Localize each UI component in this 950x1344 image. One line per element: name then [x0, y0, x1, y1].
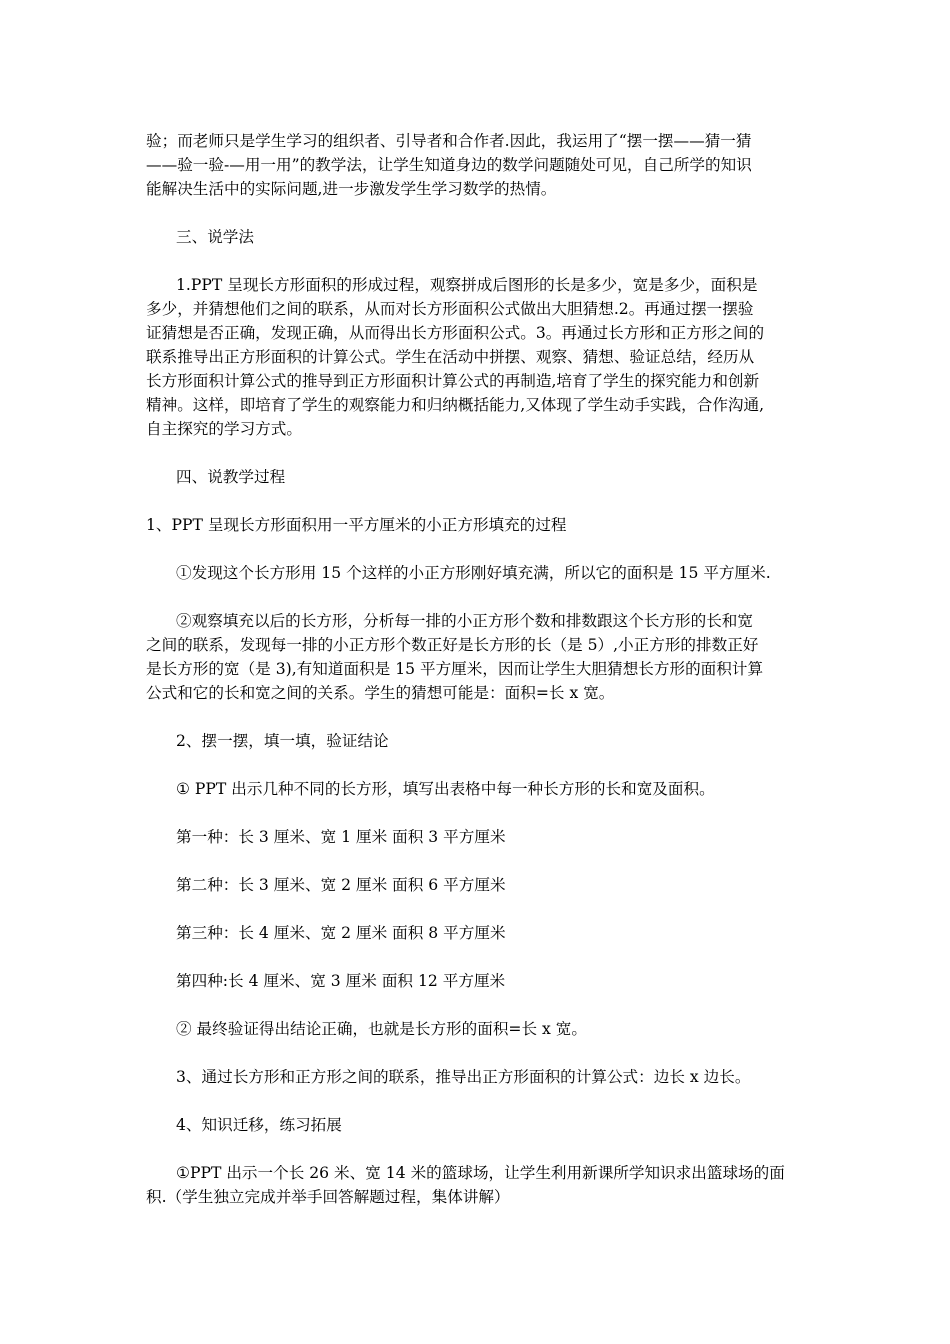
list-item: ① PPT 出示几种不同的长方形，填写出表格中每一种长方形的长和宽及面积。	[176, 780, 715, 798]
paragraph-line: 证猜想是否正确，发现正确，从而得出长方形面积公式。3。再通过长方形和正方形之间的	[146, 324, 765, 342]
rectangle-kind: 第四种:长 4 厘米、宽 3 厘米 面积 12 平方厘米	[176, 972, 506, 990]
step-title: 3、通过长方形和正方形之间的联系，推导出正方形面积的计算公式：边长 x 边长。	[176, 1068, 751, 1086]
paragraph-line: 积.（学生独立完成并举手回答解题过程，集体讲解）	[146, 1188, 510, 1206]
paragraph-line: 多少，并猜想他们之间的联系，从而对长方形面积公式做出大胆猜想.2。再通过摆一摆验	[146, 300, 754, 318]
paragraph-line: 联系推导出正方形面积的计算公式。学生在活动中拼摆、观察、猜想、验证总结，经历从	[146, 348, 755, 366]
step-title: 4、知识迁移，练习拓展	[176, 1116, 342, 1134]
paragraph-line: 自主探究的学习方式。	[146, 420, 302, 438]
paragraph-line: ①PPT 出示一个长 26 米、宽 14 米的篮球场，让学生利用新课所学知识求出篮球场的面	[176, 1164, 785, 1182]
rectangle-kind: 第二种：长 3 厘米、宽 2 厘米 面积 6 平方厘米	[176, 876, 506, 894]
section-heading-teaching-process: 四、说教学过程	[176, 468, 286, 486]
paragraph-line: ②观察填充以后的长方形，分析每一排的小正方形个数和排数跟这个长方形的长和宽	[176, 612, 753, 630]
paragraph-line: 长方形面积计算公式的推导到正方形面积计算公式的再制造,培育了学生的探究能力和创新	[146, 372, 760, 390]
step-title: 1、PPT 呈现长方形面积用一平方厘米的小正方形填充的过程	[146, 516, 567, 534]
section-heading-learning-method: 三、说学法	[176, 228, 254, 246]
rectangle-kind: 第三种：长 4 厘米、宽 2 厘米 面积 8 平方厘米	[176, 924, 506, 942]
paragraph-line: 之间的联系，发现每一排的小正方形个数正好是长方形的长（是 5）,小正方形的排数正好	[146, 636, 759, 654]
paragraph-line: 精神。这样，即培育了学生的观察能力和归纳概括能力,又体现了学生动手实践，合作沟通,	[146, 396, 765, 414]
list-item: ①发现这个长方形用 15 个这样的小正方形刚好填充满，所以它的面积是 15 平方厘米.	[176, 564, 771, 582]
paragraph-line: 能解决生活中的实际问题,进一步激发学生学习数学的热情。	[146, 180, 557, 198]
list-item: ② 最终验证得出结论正确，也就是长方形的面积=长 x 宽。	[176, 1020, 587, 1038]
rectangle-kind: 第一种：长 3 厘米、宽 1 厘米 面积 3 平方厘米	[176, 828, 506, 846]
paragraph-line: 1.PPT 呈现长方形面积的形成过程，观察拼成后图形的长是多少，宽是多少，面积是	[176, 276, 758, 294]
paragraph-line: 是长方形的宽（是 3),有知道面积是 15 平方厘米，因而让学生大胆猜想长方形的面积计算	[146, 660, 764, 678]
paragraph-line: ——验一验-—用一用”的教学法，让学生知道身边的数学问题随处可见，自己所学的知识	[146, 156, 752, 174]
paragraph-line: 验；而老师只是学生学习的组织者、引导者和合作者.因此，我运用了“摆一摆——猜一猜	[146, 132, 752, 150]
step-title: 2、摆一摆，填一填，验证结论	[176, 732, 389, 750]
paragraph-line: 公式和它的长和宽之间的关系。学生的猜想可能是：面积=长 x 宽。	[146, 684, 615, 702]
